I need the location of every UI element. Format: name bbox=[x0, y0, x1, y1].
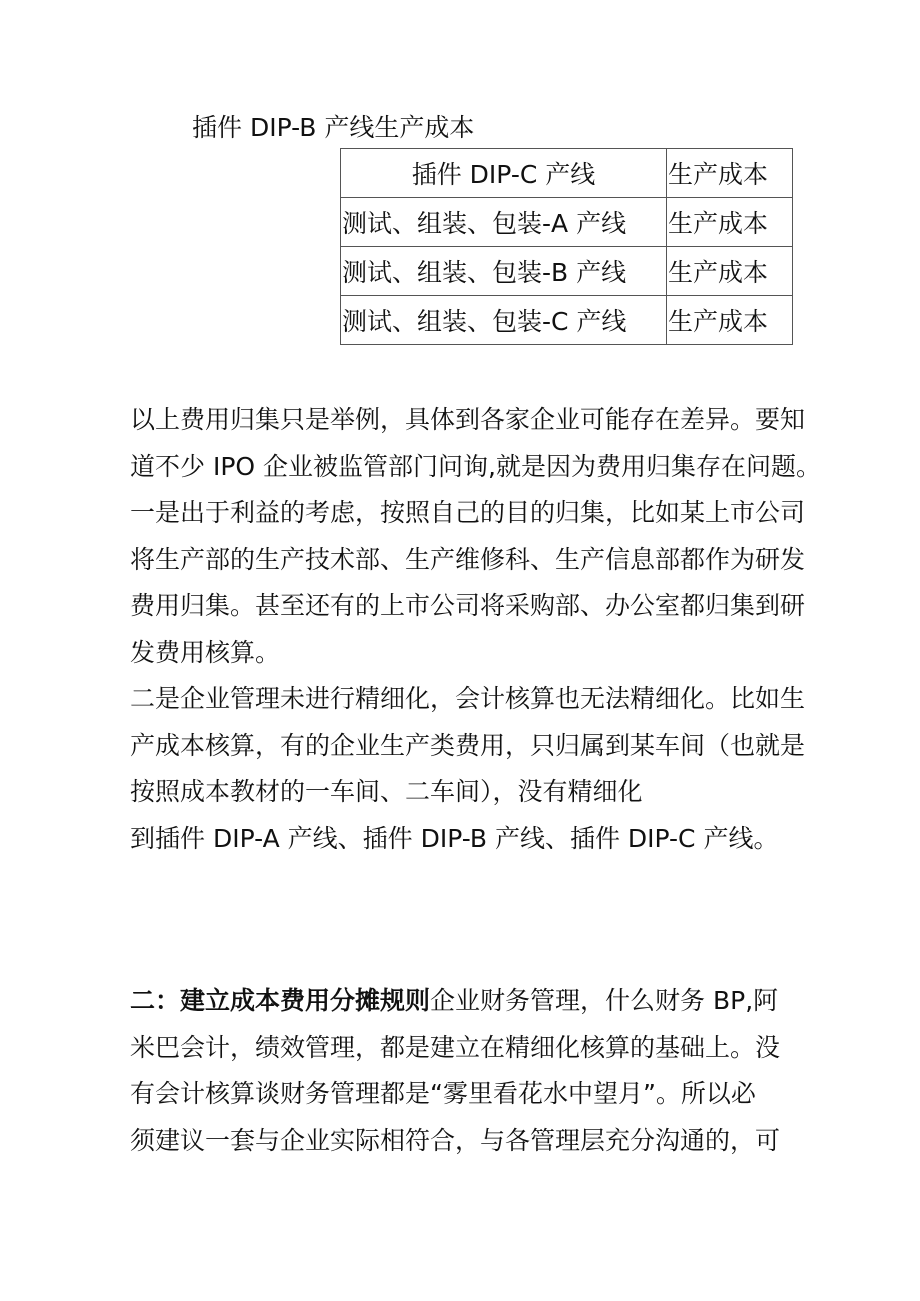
paragraph-line: 到插件 DIP-A 产线、插件 DIP-B 产线、插件 DIP-C 产线。 bbox=[130, 823, 779, 853]
table-row bbox=[341, 247, 793, 296]
table-row bbox=[341, 296, 793, 345]
table-cell-cost: 生产成本 bbox=[667, 198, 793, 247]
paragraph-line: 米巴会计，绩效管理，都是建立在精细化核算的基础上。没 bbox=[130, 1032, 781, 1062]
table-cell-cost: 生产成本 bbox=[667, 296, 793, 345]
paragraph-line: 发费用核算。 bbox=[130, 637, 281, 667]
section-heading-line bbox=[130, 978, 780, 1025]
paragraph-line: 道不少 IPO 企业被监管部门问询,就是因为费用归集存在问题。 bbox=[130, 451, 821, 481]
paragraph-line: 有会计核算谈财务管理都是“雾里看花水中望月”。所以必 bbox=[130, 1079, 756, 1108]
table-title-line: 插件 DIP-B 产线生产成本 bbox=[192, 113, 475, 142]
paragraph-line: 费用归集。甚至还有的上市公司将采购部、办公室都归集到研 bbox=[130, 591, 806, 620]
table-row bbox=[341, 149, 793, 198]
paragraph-line: 以上费用归集只是举例，具体到各家企业可能存在差异。要知 bbox=[130, 405, 806, 434]
paragraph-cost-collection bbox=[130, 397, 821, 862]
cost-table bbox=[340, 148, 793, 345]
table-cell-line: 测试、组装、包装-C 产线 bbox=[341, 296, 667, 345]
paragraph-line: 须建议一套与企业实际相符合，与各管理层充分沟通的，可 bbox=[130, 1125, 781, 1155]
section-two bbox=[130, 978, 780, 1164]
paragraph-line: 产成本核算，有的企业生产类费用，只归属到某车间（也就是 bbox=[130, 730, 806, 760]
paragraph-line: 二是企业管理未进行精细化，会计核算也无法精细化。比如生 bbox=[130, 684, 806, 713]
section-heading-rest: 企业财务管理，什么财务 BP,阿 bbox=[430, 986, 779, 1015]
table-row bbox=[341, 198, 793, 247]
table-cell-line: 测试、组装、包装-A 产线 bbox=[341, 198, 667, 247]
table-cell-line: 插件 DIP-C 产线 bbox=[341, 149, 667, 198]
table-cell-cost: 生产成本 bbox=[667, 149, 793, 198]
paragraph-line: 一是出于利益的考虑，按照自己的目的归集，比如某上市公司 bbox=[130, 498, 806, 527]
paragraph-line: 按照成本教材的一车间、二车间），没有精细化 bbox=[130, 777, 643, 806]
paragraph-line: 将生产部的生产技术部、生产维修科、生产信息部都作为研发 bbox=[130, 544, 806, 574]
table-cell-line: 测试、组装、包装-B 产线 bbox=[341, 247, 667, 296]
section-heading: 二：建立成本费用分摊规则 bbox=[130, 986, 431, 1015]
table-cell-cost: 生产成本 bbox=[667, 247, 793, 296]
